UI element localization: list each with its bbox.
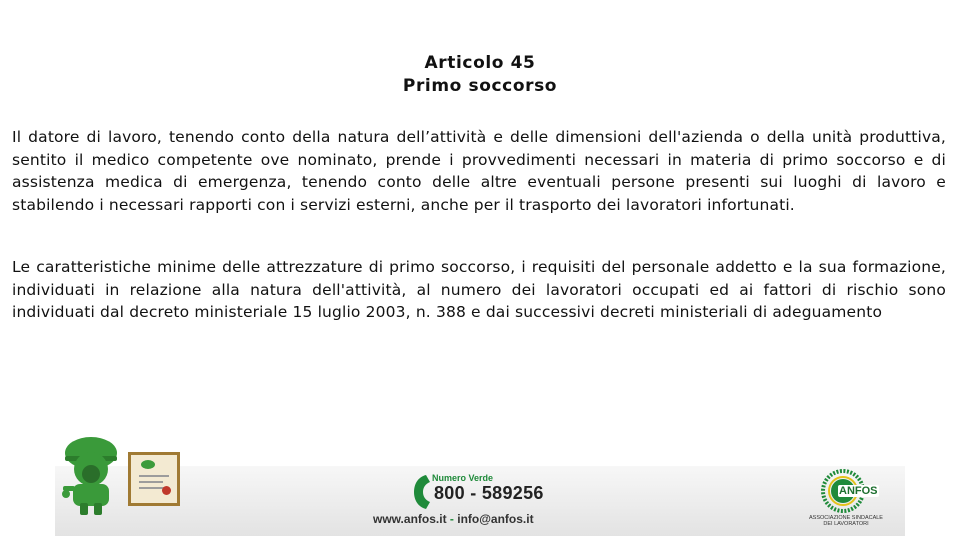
anfos-caption: ASSOCIAZIONE SINDACALE DEI LAVORATORI	[809, 515, 883, 527]
mascot-icon	[58, 436, 124, 520]
anfos-logo-text: ANFOS	[839, 485, 878, 497]
numero-verde-label: Numero Verde	[432, 473, 494, 483]
certificate-icon	[128, 452, 180, 506]
article-number: Articolo 45	[424, 53, 536, 73]
email-link[interactable]: info@anfos.it	[457, 512, 534, 526]
contact-line	[373, 512, 534, 526]
paragraph-1: Il datore di lavoro, tenendo conto della natura dell’attività e delle dimensioni dell'azienda o della unità produttiva, sentito il medico competente ove nominato, prende i provvedimenti necessari in materia di primo soccorso e di assistenza medica di emergenza, tenendo conto delle altre eventuali persone presenti sui luoghi di lavoro e stabilendo i necessari rapporti con i servizi esterni, anche per il trasporto dei lavoratori infortunati.	[12, 128, 946, 214]
phone-icon	[412, 474, 432, 514]
article-title	[0, 52, 960, 98]
contact-separator: -	[446, 512, 458, 526]
phone-number[interactable]: 800 - 589256	[434, 483, 544, 503]
article-subject: Primo soccorso	[402, 76, 558, 96]
paragraph-2: Le caratteristiche minime delle attrezzature di primo soccorso, i requisiti del personale addetto e la sua formazione, individuati in relazione alla natura dell'attività, al numero dei lavoratori occupati ed ai fattori di rischio sono individuati dal decreto ministeriale 15 luglio 2003, n. 388 e dai successivi decreti ministeriali di adeguamento	[12, 258, 946, 322]
website-link[interactable]: www.anfos.it	[373, 512, 447, 526]
